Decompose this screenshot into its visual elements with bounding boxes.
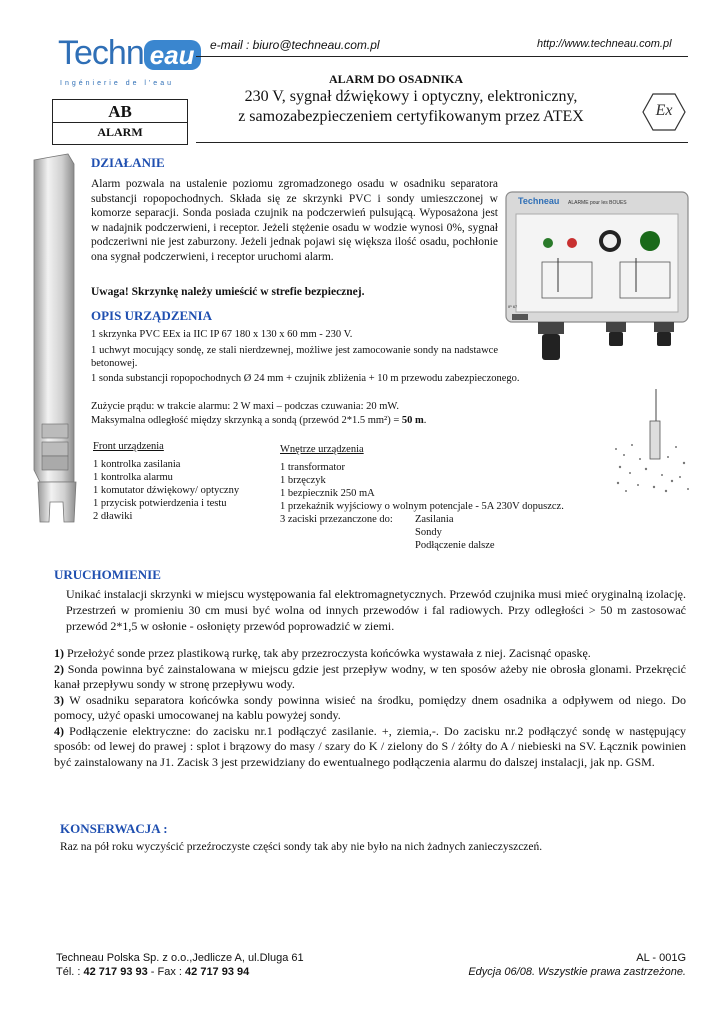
section-title-dzialanie: DZIAŁANIE [91, 155, 165, 170]
wnetrze-item: 1 bezpiecznik 250 mA [280, 488, 375, 499]
header-rule [196, 56, 688, 57]
section-title-konserwacja: KONSERWACJA : [60, 821, 168, 836]
opis-max-distance-prefix: Maksymalna odległość między skrzynką a sondą (przewód 2*1.5 mm²) = [91, 415, 402, 426]
wnetrze-list [280, 461, 610, 553]
front-item: 1 kontrolka zasilania [93, 459, 181, 470]
probe-illustration [30, 152, 82, 567]
box-brand: Techneau [518, 196, 560, 206]
section-title-opis: OPIS URZĄDZENIA [91, 308, 212, 323]
opis-line-4: Zużycie prądu: w trakcie alarmu: 2 W maxi – podczas czuwania: 20 mW. [91, 401, 399, 412]
footer-fax-label: - Fax : [147, 966, 186, 978]
opis-max-distance-suffix: . [423, 415, 427, 426]
wnetrze-terminals [280, 513, 610, 553]
logo-eau-text: eau [144, 40, 201, 70]
dzialanie-text: Alarm pozwala na ustalenie poziomu zgromadzonego osadu w osadniku separatora substancji ropopochodnych. Składa się ze skrzynki PVC i sondy umieszczonej w komorze separacji. Sonda posiada czujnik na podczerwień pulsującą. Wyposażona jest w nadajnik podczerwieni, i receptor. Jeżeli stężenie osadu w wodzie wynosi 0%, sygnał podczeriwni nie jest zaburzony. Jeżeli jednak pojawi się większa ilość osadu, pochłonie ona sygnał podczerwieni, i receptor uruchomi alarm. [91, 178, 498, 263]
doc-title: ALARM DO OSADNIKA [328, 72, 463, 86]
step-number: 3) [54, 692, 64, 707]
footer-company: Techneau Polska Sp. z o.o.,Jedlicze A, ul.Dluga 61 [56, 952, 304, 964]
step-number: 1) [54, 646, 64, 660]
wnetrze-item: 1 transformator [280, 462, 346, 473]
logo-main-text: Techn [58, 34, 144, 72]
wnetrze-item: 1 przekaźnik wyjściowy o wolnym potencjale - 5A 230V dopuszcz. [280, 501, 564, 512]
footer-fax: 42 717 93 94 [185, 966, 250, 978]
footer-contact [56, 966, 249, 978]
step-3 [54, 693, 686, 724]
front-list [93, 458, 283, 523]
ex-mark-text: Ex [655, 102, 673, 119]
footer-tel: 42 717 93 93 [83, 966, 148, 978]
front-title: Front urządzenia [93, 441, 164, 452]
code-box [52, 99, 188, 145]
step-text: Sonda powinna być zainstalowana w miejscu gdzie jest przepływ wodny, w ten sposów ażeby nie obrosła glonami. Przekręcić kanał przepływu sondy w stronę przepływu wody. [54, 661, 686, 691]
front-item: 2 dławiki [93, 511, 133, 522]
step-2 [54, 662, 686, 693]
wnetrze-terminal: Podłączenie dalsze [415, 540, 495, 551]
step-text: W osadniku separatora końcówka sondy powinna wisieć na środku, pomiędzy dnem osadnika a odpływem od niego. Do pomocy, użyć opaski umocowanej na kablu powyżej sondy. [54, 692, 686, 722]
konserwacja-text: Raz na pół roku wyczyścić przeźroczyste części sondy tak aby nie było na nich żadnych zanieczyszczeń. [60, 841, 543, 853]
opis-max-distance-value: 50 m [401, 415, 424, 426]
sediment-image [610, 385, 692, 495]
wnetrze-terminals-label: 3 zaciski przezanczone do: [280, 514, 393, 525]
doc-subtitle-2: z samozabezpieczeniem certyfikowanym przez ATEX [238, 108, 584, 125]
step-text: Podłączenie elektryczne: do zacisku nr.1 podłączyć zasilanie. +, ziemia,-. Do zacisku nr.2 podłączyć sondę w następujący sposób: od lewej do prawej : splot i brązowy do masy / szary do K / zielony do S / żółty do A / niebieski na SV. Łącznik powinien być zainstalowany na J1. Zacisk 3 jest przewidziany do ewentualnego podłączenia alarmu do dalszej instalacji, jak np. GSM. [54, 723, 686, 769]
opis-line-2: 1 uchwyt mocujący sondę, ze stali nierdzewnej, możliwe jest zamocowanie sondy na nadstawce betonowej. [91, 345, 498, 369]
opis-max-distance [91, 414, 575, 427]
front-item: 1 przycisk potwierdzenia i testu [93, 498, 227, 509]
step-number: 2) [54, 661, 64, 676]
title-rule [196, 142, 688, 143]
atex-ex-mark [642, 92, 686, 132]
section-title-uruchomienie: URUCHOMIENIE [54, 567, 161, 582]
wnetrze-terminal: Sondy [415, 527, 442, 538]
alarm-box-image [502, 188, 692, 378]
wnetrze-title: Wnętrze urządzenia [280, 444, 364, 455]
dzialanie-warning: Uwaga! Skrzynkę należy umieścić w strefie bezpiecznej. [91, 286, 365, 298]
step-4 [54, 724, 686, 771]
step-1 [54, 646, 686, 662]
uruchomienie-steps [54, 646, 686, 770]
wnetrze-item: 1 brzęczyk [280, 475, 326, 486]
footer-tel-label: Tél. : [56, 966, 84, 978]
alarm-box-illustration [502, 188, 692, 378]
wnetrze-terminal: Zasilania [415, 514, 454, 525]
probe-image [30, 152, 82, 567]
front-item: 1 komutator dźwiękowy/ optyczny [93, 485, 240, 496]
footer-code: AL - 001G [636, 952, 686, 964]
sediment-probe-illustration [610, 385, 692, 495]
opis-line-3: 1 sonda substancji ropopochodnych Ø 24 mm + czujnik zbliżenia + 10 m przewodu zabezpieczonego. [91, 373, 520, 384]
uruchomienie-intro: Unikać instalacji skrzynki w miejscu występowania fal elektromagnetycznych. Przewód czujnika musi mieć oryginalną izolację. Przestrzeń w promieniu 30 cm musi być wolna od innych przewodów i fal radiowych. Przy odległości > 50 m zastosować przewód 2*1,5 w osłonie - osłonięty przewód poprowadzić w ziemi. [66, 587, 686, 633]
header-email[interactable]: e-mail : biuro@techneau.com.pl [210, 38, 380, 52]
box-label: ALARME pour les BOUES [568, 200, 627, 206]
code-label: AB [108, 102, 132, 121]
doc-subtitle-1: 230 V, sygnał dźwiękowy i optyczny, elektroniczny, [244, 88, 578, 105]
step-number: 4) [54, 723, 64, 738]
category-label: ALARM [97, 125, 143, 139]
footer-edition: Edycja 06/08. Wszystkie prawa zastrzeżone. [468, 966, 686, 978]
box-ip: IP 67 [508, 304, 518, 309]
logo-tagline: Ingénierie de l'eau [60, 80, 174, 87]
header-url[interactable]: http://www.techneau.com.pl [537, 38, 672, 50]
opis-line-1: 1 skrzynka PVC EEx ia IIC IP 67 180 x 130 x 60 mm - 230 V. [91, 329, 353, 340]
front-item: 1 kontrolka alarmu [93, 472, 173, 483]
logo [58, 30, 195, 98]
step-text: Przełożyć sonde przez plastikową rurkę, tak aby przezroczysta końcówka wystawała z niej. Zacisnąć opaskę. [64, 646, 591, 660]
